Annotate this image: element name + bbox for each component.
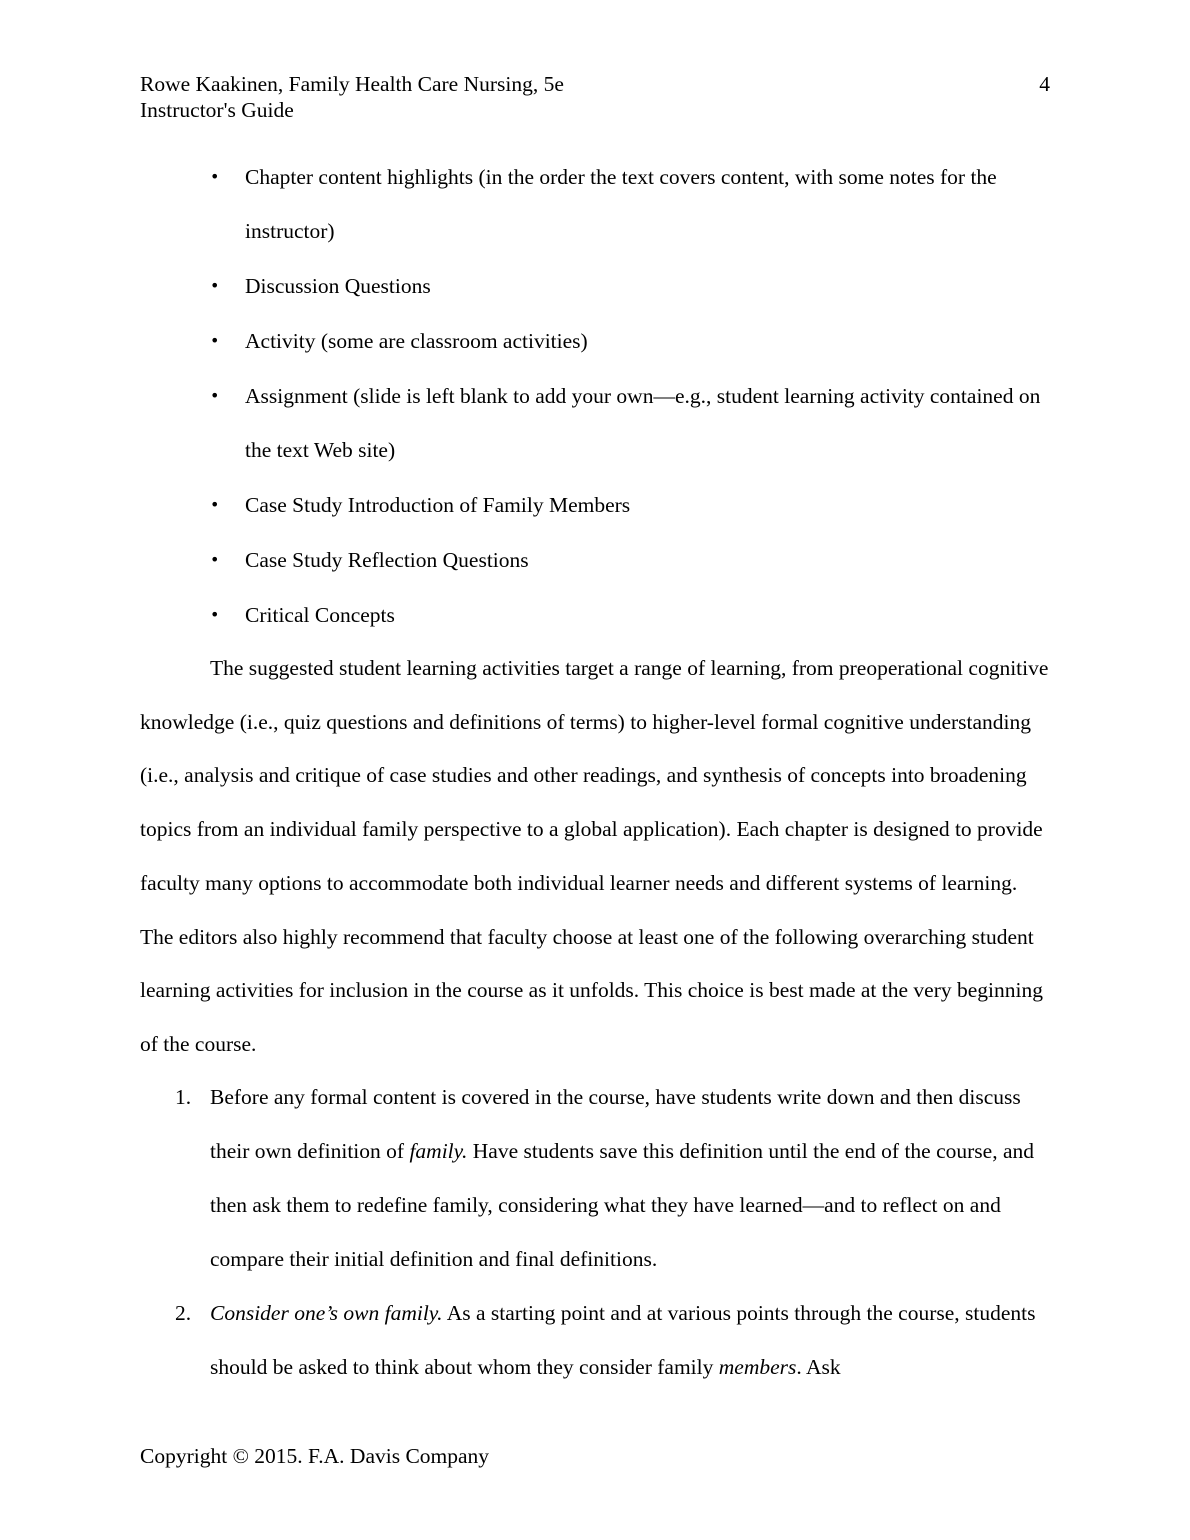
item-emphasis: Consider one’s own family. <box>210 1301 443 1325</box>
item-text: Have students save this definition until the end of the course, and then ask them to redefine family, considering what they have learned—and to reflect on and compare their initial definition and final definitions. <box>210 1139 1035 1271</box>
body-paragraph: The suggested student learning activities target a range of learning, from preoperational cognitive knowledge (i.e., quiz questions and definitions of terms) to higher-level formal cognitive understanding (i.e., analysis and critique of case studies and other readings, and synthesis of concepts into broadening topics from an individual family perspective to a global application). Each chapter is designed to provide faculty many options to accommodate both individual learner needs and different systems of learning. The editors also highly recommend that faculty choose at least one of the following overarching student learning activities for inclusion in the course as it unfolds. This choice is best made at the very beginning of the course. <box>140 656 1049 1056</box>
list-item: • Assignment (slide is left blank to add your own—e.g., student learning activity contained on the text Web site) <box>210 369 1050 477</box>
page-number: 4 <box>1039 72 1050 96</box>
list-item: • Case Study Introduction of Family Members <box>210 478 1050 532</box>
activities-list <box>140 1070 1050 1394</box>
list-item: • Chapter content highlights (in the order the text covers content, with some notes for the instructor) <box>210 150 1050 258</box>
copyright-footer: Copyright © 2015. F.A. Davis Company <box>140 1444 490 1468</box>
list-item: • Critical Concepts <box>210 588 1050 642</box>
numbered-item <box>140 1286 1050 1394</box>
list-item: • Discussion Questions <box>210 259 1050 313</box>
numbered-item <box>140 1070 1050 1286</box>
header-subtitle: Instructor's Guide <box>140 98 294 122</box>
item-emphasis: family. <box>409 1139 468 1163</box>
header-title: Rowe Kaakinen, Family Health Care Nursing, 5e <box>140 72 564 96</box>
item-text: . Ask <box>796 1355 841 1379</box>
item-text: Before any formal content is covered in the course, have students write down and then discuss their own definition of <box>210 1085 1021 1163</box>
chapter-contents-list <box>210 149 1050 642</box>
item-text: As a starting point and at various points through the course, students should be asked to think about whom they consider family <box>210 1301 1036 1379</box>
item-number: 1. <box>175 1085 192 1109</box>
list-item: • Case Study Reflection Questions <box>210 533 1050 587</box>
item-number: 2. <box>175 1301 192 1325</box>
page-header <box>140 71 1050 123</box>
item-emphasis: members <box>718 1355 797 1379</box>
list-item: • Activity (some are classroom activities) <box>210 314 1050 368</box>
